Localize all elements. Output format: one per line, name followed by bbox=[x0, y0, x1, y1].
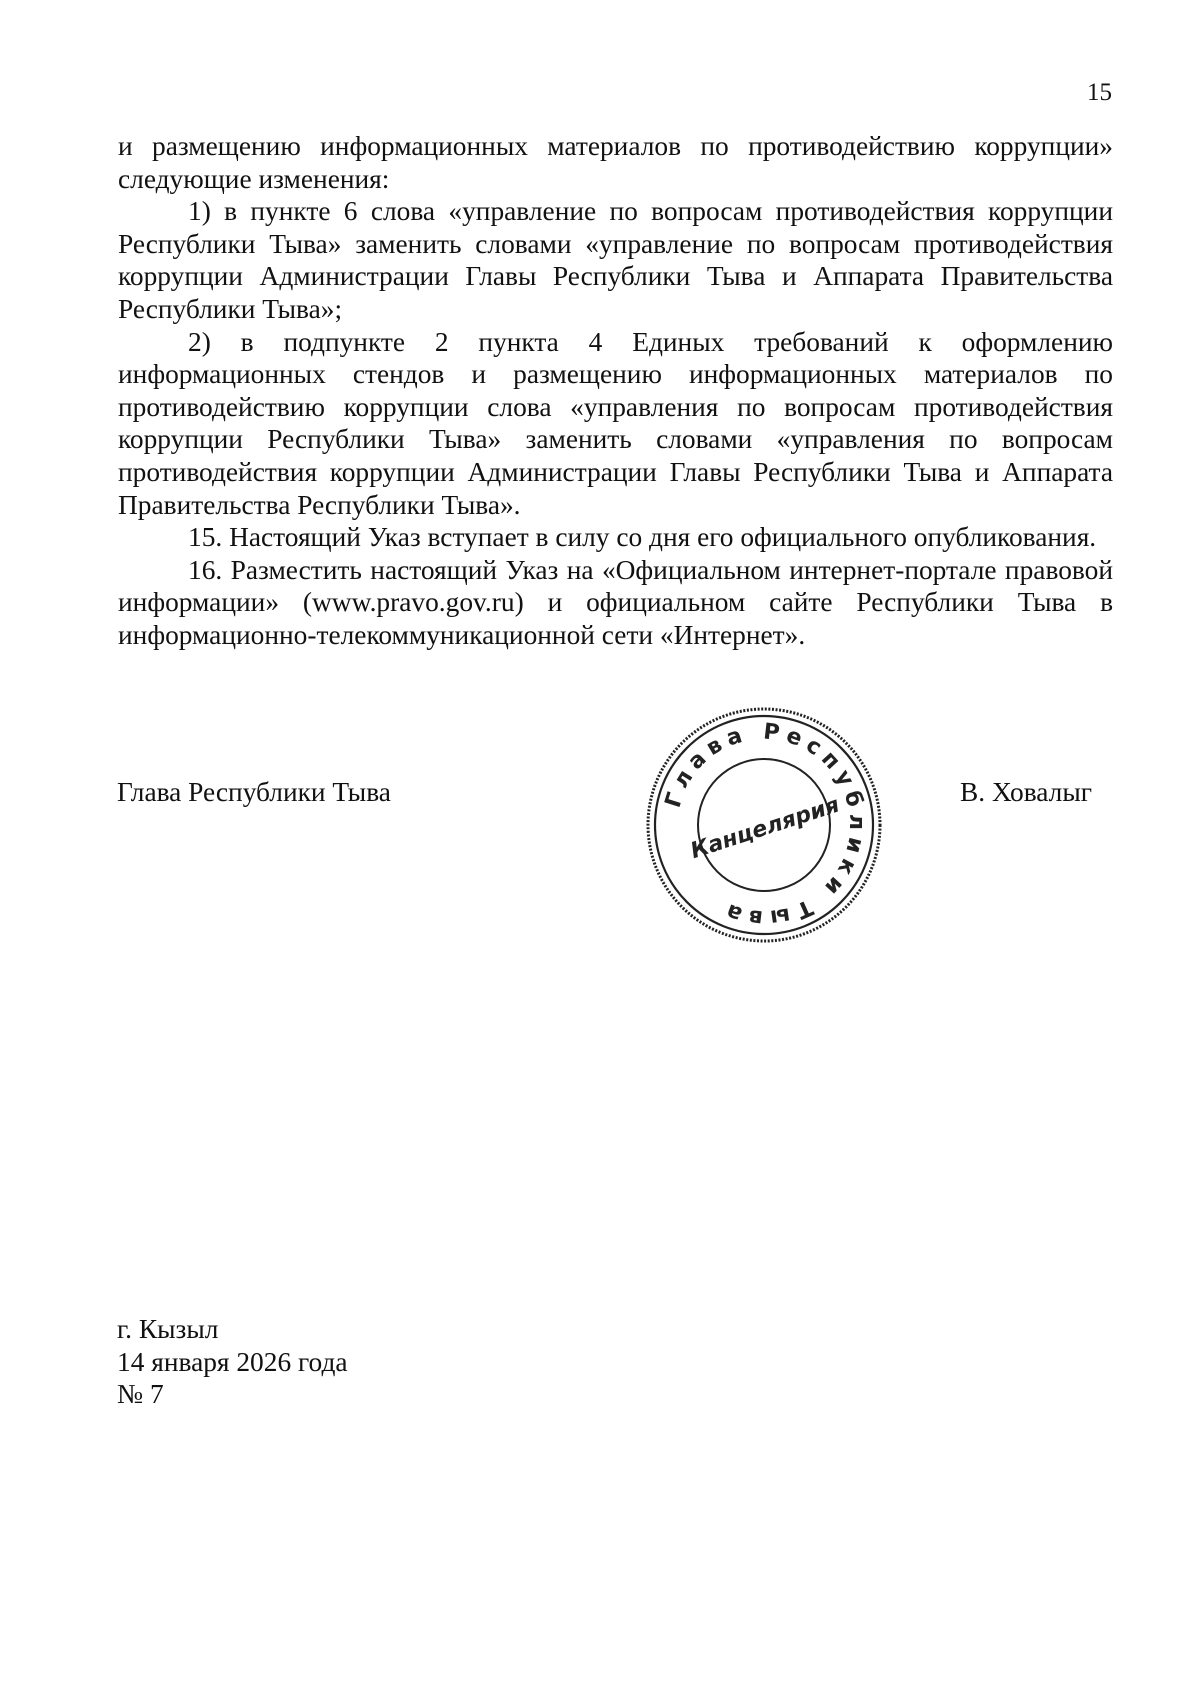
paragraph-15: 15. Настоящий Указ вступает в силу со дня его официального опубликования. bbox=[188, 522, 1097, 553]
decree-body bbox=[118, 130, 1113, 652]
paragraph-item-2: 2) в подпункте 2 пункта 4 Единых требований к оформлению информационных стендов и размещению информационных материалов по противодействию коррупции слова «управления по вопросам противодействия коррупции Республики Тыва» заменить словами «управления по вопросам противодействия коррупции Администрации Главы Республики Тыва и Аппарата Правительства Республики Тыва». bbox=[118, 326, 1113, 520]
paragraph-continuation: и размещению информационных материалов по противодействию коррупции» следующие изменения: bbox=[118, 131, 1113, 194]
page-number: 15 bbox=[1087, 79, 1112, 106]
decree-number: № 7 bbox=[117, 1379, 164, 1409]
decree-date: 14 января 2026 года bbox=[117, 1346, 348, 1377]
decree-footer bbox=[117, 1313, 348, 1411]
decree-city: г. Кызыл bbox=[117, 1314, 219, 1344]
official-seal-stamp bbox=[644, 705, 884, 945]
signatory-position: Глава Республики Тыва bbox=[117, 777, 391, 807]
seal-ring-text: Глава Республики Тыва bbox=[660, 719, 870, 931]
signatory-name: В. Ховалыг bbox=[960, 777, 1092, 807]
seal-center-text: Канцелярия bbox=[687, 792, 843, 865]
paragraph-16: 16. Разместить настоящий Указ на «Официальном интернет-портале правовой информации» (www.pravo.gov.ru) и официальном сайте Республики Тыва в информационно-телекоммуникационной сети «Интернет». bbox=[118, 554, 1113, 650]
paragraph-item-1: 1) в пункте 6 слова «управление по вопросам противодействия коррупции Республики Тыва» заменить словами «управление по вопросам противодействия коррупции Администрации Главы Республики Тыва и Аппарата Правительства Республики Тыва»; bbox=[118, 196, 1113, 324]
